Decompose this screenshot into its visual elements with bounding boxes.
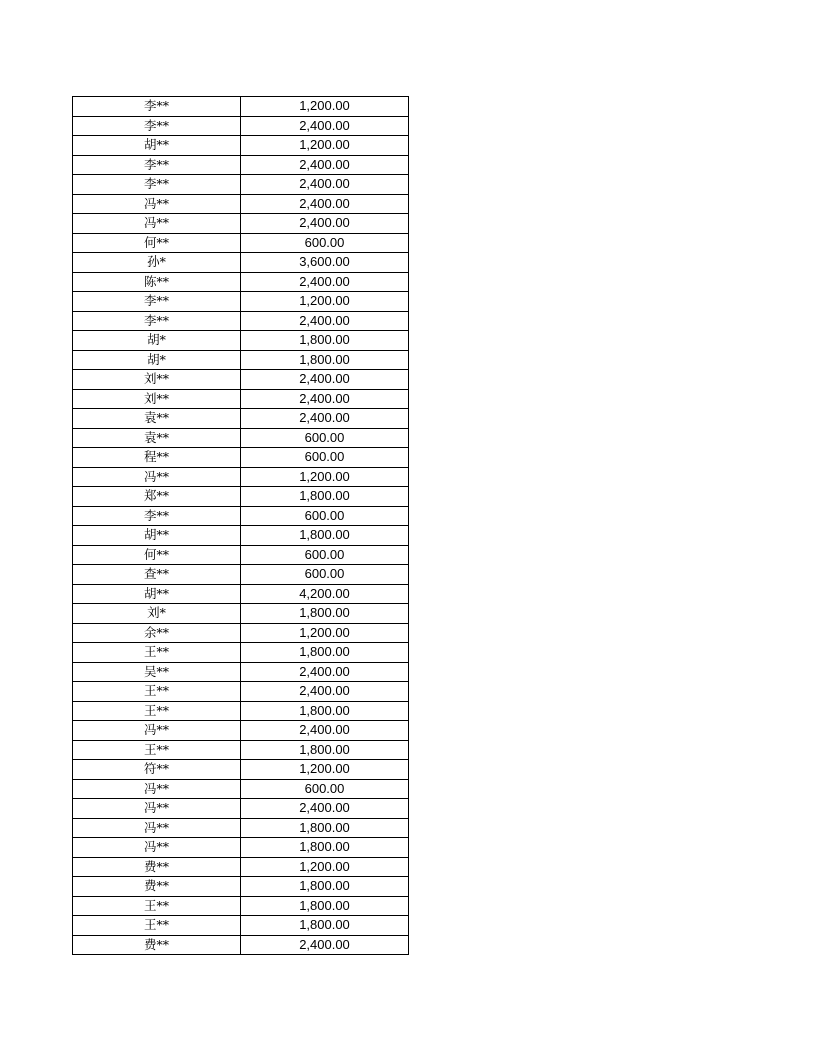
payment-sheet <box>72 96 409 955</box>
amount-cell: 1,800.00 <box>241 877 409 897</box>
amount-cell: 4,200.00 <box>241 584 409 604</box>
table-row <box>73 545 409 565</box>
table-row <box>73 779 409 799</box>
table-row <box>73 662 409 682</box>
recipient-name-cell: 吴** <box>73 662 241 682</box>
amount-cell: 1,800.00 <box>241 487 409 507</box>
amount-cell: 2,400.00 <box>241 799 409 819</box>
table-row <box>73 350 409 370</box>
recipient-name-cell: 李** <box>73 97 241 117</box>
amount-cell: 2,400.00 <box>241 175 409 195</box>
table-row <box>73 604 409 624</box>
table-row <box>73 136 409 156</box>
table-row <box>73 175 409 195</box>
amount-cell: 1,800.00 <box>241 896 409 916</box>
recipient-name-cell: 余** <box>73 623 241 643</box>
amount-cell: 600.00 <box>241 448 409 468</box>
recipient-name-cell: 冯** <box>73 799 241 819</box>
recipient-name-cell: 袁** <box>73 428 241 448</box>
amount-cell: 600.00 <box>241 565 409 585</box>
table-row <box>73 233 409 253</box>
table-row <box>73 116 409 136</box>
recipient-name-cell: 孙* <box>73 253 241 273</box>
recipient-name-cell: 李** <box>73 116 241 136</box>
table-row <box>73 272 409 292</box>
amount-cell: 2,400.00 <box>241 155 409 175</box>
payment-table <box>72 96 409 955</box>
amount-cell: 2,400.00 <box>241 370 409 390</box>
table-row <box>73 506 409 526</box>
table-row <box>73 565 409 585</box>
amount-cell: 1,200.00 <box>241 97 409 117</box>
table-row <box>73 682 409 702</box>
recipient-name-cell: 费** <box>73 935 241 955</box>
amount-cell: 2,400.00 <box>241 311 409 331</box>
amount-cell: 1,200.00 <box>241 857 409 877</box>
amount-cell: 1,800.00 <box>241 740 409 760</box>
recipient-name-cell: 刘** <box>73 370 241 390</box>
amount-cell: 1,800.00 <box>241 526 409 546</box>
recipient-name-cell: 冯** <box>73 838 241 858</box>
table-row <box>73 799 409 819</box>
amount-cell: 1,800.00 <box>241 818 409 838</box>
table-row <box>73 292 409 312</box>
amount-cell: 2,400.00 <box>241 935 409 955</box>
amount-cell: 600.00 <box>241 428 409 448</box>
recipient-name-cell: 冯** <box>73 467 241 487</box>
amount-cell: 1,800.00 <box>241 604 409 624</box>
table-row <box>73 877 409 897</box>
table-row <box>73 370 409 390</box>
table-row <box>73 857 409 877</box>
amount-cell: 1,200.00 <box>241 136 409 156</box>
table-row <box>73 311 409 331</box>
recipient-name-cell: 刘** <box>73 389 241 409</box>
recipient-name-cell: 陈** <box>73 272 241 292</box>
recipient-name-cell: 王** <box>73 701 241 721</box>
table-row <box>73 97 409 117</box>
table-row <box>73 740 409 760</box>
recipient-name-cell: 费** <box>73 857 241 877</box>
table-row <box>73 721 409 741</box>
recipient-name-cell: 费** <box>73 877 241 897</box>
recipient-name-cell: 李** <box>73 155 241 175</box>
amount-cell: 1,800.00 <box>241 838 409 858</box>
recipient-name-cell: 胡* <box>73 350 241 370</box>
amount-cell: 2,400.00 <box>241 214 409 234</box>
amount-cell: 2,400.00 <box>241 662 409 682</box>
table-row <box>73 643 409 663</box>
recipient-name-cell: 李** <box>73 311 241 331</box>
amount-cell: 1,200.00 <box>241 760 409 780</box>
recipient-name-cell: 袁** <box>73 409 241 429</box>
table-row <box>73 428 409 448</box>
amount-cell: 2,400.00 <box>241 389 409 409</box>
table-row <box>73 818 409 838</box>
recipient-name-cell: 郑** <box>73 487 241 507</box>
recipient-name-cell: 李** <box>73 175 241 195</box>
payment-table-body <box>73 97 409 955</box>
recipient-name-cell: 王** <box>73 896 241 916</box>
amount-cell: 1,800.00 <box>241 643 409 663</box>
amount-cell: 600.00 <box>241 506 409 526</box>
recipient-name-cell: 李** <box>73 506 241 526</box>
recipient-name-cell: 冯** <box>73 779 241 799</box>
recipient-name-cell: 冯** <box>73 214 241 234</box>
amount-cell: 1,800.00 <box>241 350 409 370</box>
recipient-name-cell: 胡** <box>73 526 241 546</box>
recipient-name-cell: 王** <box>73 682 241 702</box>
amount-cell: 2,400.00 <box>241 682 409 702</box>
amount-cell: 600.00 <box>241 779 409 799</box>
table-row <box>73 467 409 487</box>
amount-cell: 1,200.00 <box>241 292 409 312</box>
table-row <box>73 409 409 429</box>
table-row <box>73 253 409 273</box>
recipient-name-cell: 王** <box>73 643 241 663</box>
amount-cell: 1,200.00 <box>241 467 409 487</box>
recipient-name-cell: 刘* <box>73 604 241 624</box>
table-row <box>73 389 409 409</box>
table-row <box>73 935 409 955</box>
amount-cell: 600.00 <box>241 233 409 253</box>
amount-cell: 1,800.00 <box>241 701 409 721</box>
table-row <box>73 526 409 546</box>
table-row <box>73 701 409 721</box>
table-row <box>73 623 409 643</box>
amount-cell: 2,400.00 <box>241 721 409 741</box>
recipient-name-cell: 冯** <box>73 721 241 741</box>
table-row <box>73 916 409 936</box>
amount-cell: 3,600.00 <box>241 253 409 273</box>
amount-cell: 1,800.00 <box>241 331 409 351</box>
recipient-name-cell: 符** <box>73 760 241 780</box>
table-row <box>73 760 409 780</box>
table-row <box>73 155 409 175</box>
table-row <box>73 487 409 507</box>
recipient-name-cell: 何** <box>73 545 241 565</box>
recipient-name-cell: 程** <box>73 448 241 468</box>
recipient-name-cell: 王** <box>73 916 241 936</box>
amount-cell: 1,800.00 <box>241 916 409 936</box>
amount-cell: 2,400.00 <box>241 194 409 214</box>
table-row <box>73 896 409 916</box>
amount-cell: 2,400.00 <box>241 272 409 292</box>
table-row <box>73 448 409 468</box>
recipient-name-cell: 胡* <box>73 331 241 351</box>
recipient-name-cell: 胡** <box>73 584 241 604</box>
recipient-name-cell: 查** <box>73 565 241 585</box>
recipient-name-cell: 冯** <box>73 818 241 838</box>
amount-cell: 600.00 <box>241 545 409 565</box>
amount-cell: 2,400.00 <box>241 116 409 136</box>
recipient-name-cell: 李** <box>73 292 241 312</box>
recipient-name-cell: 何** <box>73 233 241 253</box>
table-row <box>73 584 409 604</box>
table-row <box>73 194 409 214</box>
recipient-name-cell: 王** <box>73 740 241 760</box>
table-row <box>73 214 409 234</box>
table-row <box>73 331 409 351</box>
amount-cell: 1,200.00 <box>241 623 409 643</box>
table-row <box>73 838 409 858</box>
recipient-name-cell: 冯** <box>73 194 241 214</box>
recipient-name-cell: 胡** <box>73 136 241 156</box>
amount-cell: 2,400.00 <box>241 409 409 429</box>
